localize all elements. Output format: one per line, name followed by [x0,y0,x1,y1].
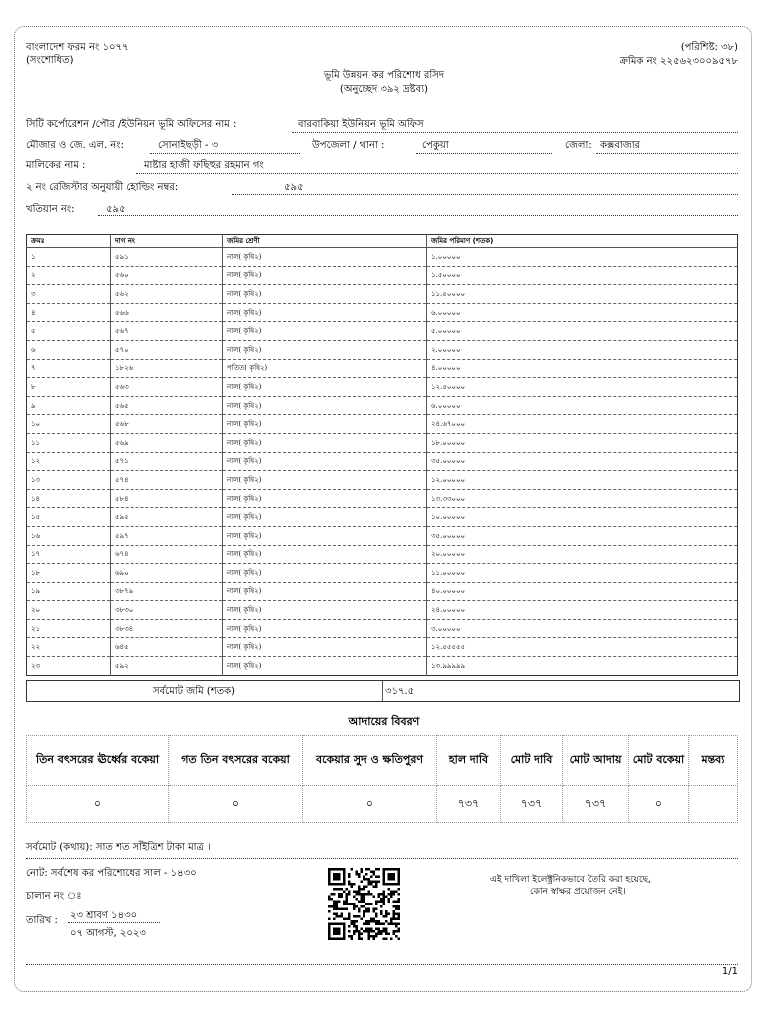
table-row [27,452,738,471]
col-interest: বকেয়ার সুদ ও ক্ষতিপুরণ [303,736,437,786]
row-land-amount: ২.০০০০০ [427,340,738,359]
col-dag: দাগ নং [111,235,223,248]
row-dag: ৩৮৭৯ [111,582,223,601]
row-land-amount: ১৮.০০০০০ [427,433,738,452]
row-dag: ৫৮৪ [111,489,223,508]
row-land-class: নাল( কৃষি২) [223,396,427,415]
row-land-class: নাল( কৃষি২) [223,657,427,676]
total-land-value: ৩১৭.৫ [385,686,415,697]
table-row [27,508,738,527]
date-underline [68,922,160,923]
total-in-words: সর্বমোট (কথায়): সাত শত সাঁইত্রিশ টাকা মাত্র । [26,842,211,853]
table-row [27,322,738,341]
date-bangla: ২৩ শ্রাবণ ১৪৩০ [70,910,138,921]
receipt-subtitle: (অনুচ্ছেদ ৩৯২ দ্রষ্টব্য) [339,84,429,95]
col-total-demand: মোট দাবি [501,736,563,786]
table-row [27,415,738,434]
row-dag: ৬৯০ [111,564,223,583]
row-land-amount: ১২.৫০০০০ [427,378,738,397]
row-dag: ৫৭১ [111,452,223,471]
row-land-amount: ৪০.০০০০০ [427,582,738,601]
upazila-label: উপজেলা / থানা : [312,140,385,151]
row-land-amount: ১০.০০০০০ [427,508,738,527]
row-land-class: নাল( কৃষি২) [223,619,427,638]
page-number: 1/1 [721,966,738,977]
row-land-class: নাল( কৃষি২) [223,285,427,304]
row-land-class: নাল( কৃষি২) [223,545,427,564]
land-table-header [27,235,738,248]
total-land-box [26,680,740,702]
table-row [27,601,738,620]
row-land-amount: ৫.০০০০০ [427,322,738,341]
row-dag: ৫৬৬ [111,303,223,322]
row-serial: ১ [27,248,111,267]
row-land-amount: ২০.০০০০০ [427,545,738,564]
value-remarks [689,786,738,823]
row-dag: ৫৬৮ [111,415,223,434]
row-land-class: নাল( কৃষি২) [223,415,427,434]
row-serial: ২ [27,266,111,285]
row-land-amount: ১১.০০০০০ [427,564,738,583]
khatian-underline [98,215,738,216]
row-serial: ৮ [27,378,111,397]
row-land-class: নাল( কৃষি২) [223,340,427,359]
challan-number: চালান নং ঃ [26,891,82,902]
row-land-class: নাল( কৃষি২) [223,378,427,397]
row-land-amount: ৩৫.০০০০০ [427,452,738,471]
table-row [27,638,738,657]
row-serial: ৭ [27,359,111,378]
collection-header-row [27,736,738,786]
row-dag: ৫৯১ [111,248,223,267]
mouza-underline [150,153,300,154]
collection-title: আদায়ের বিবরণ [348,715,420,728]
col-remarks: মন্তব্য [689,736,738,786]
row-dag: ৫৭০ [111,340,223,359]
row-serial: ৪ [27,303,111,322]
row-serial: ৩ [27,285,111,304]
table-row [27,396,738,415]
office-underline [292,132,738,133]
words-underline [26,858,738,859]
row-land-class: নাল( কৃষি২) [223,489,427,508]
table-row [27,564,738,583]
row-land-class: নাল( কৃষি২) [223,452,427,471]
row-land-class: নাল( কৃষি২) [223,322,427,341]
row-land-amount: ১১.৫০০০০ [427,285,738,304]
row-dag: ৫৬৭ [111,322,223,341]
table-row [27,378,738,397]
row-land-class: নাল( কৃষি২) [223,471,427,490]
row-dag: ৫৯৫ [111,508,223,527]
row-land-amount: ৩.০০০০০ [427,619,738,638]
col-over-three-years: তিন বৎসরের ঊর্ধ্বের বকেয়া [27,736,169,786]
table-row [27,359,738,378]
row-land-amount: ১.০০০০০ [427,248,738,267]
row-land-amount: ৩৫.০০০০০ [427,526,738,545]
holding-label: ২ নং রেজিস্টার অনুযায়ী হোল্ডিং নম্বর: [26,182,179,193]
row-dag: ৫৬২ [111,285,223,304]
row-dag: ৬৭৪ [111,545,223,564]
col-land-class: জমির শ্রেণী [223,235,427,248]
row-land-class: নাল( কৃষি২) [223,266,427,285]
value-total-due: ০ [629,786,689,823]
row-dag: ৫৬৯ [111,433,223,452]
col-serial: ক্রমঃ [27,235,111,248]
table-row [27,582,738,601]
collection-values-row [27,786,738,823]
owner-value: মাষ্টার হাজী ফছিহুর রহমান গং [144,160,264,171]
row-dag: ৫৭৪ [111,471,223,490]
row-land-amount: ২৪.০০০০০ [427,601,738,620]
row-land-amount: ৬.০০০০০ [427,303,738,322]
electronic-note-1: এই দাখিলা ইলেক্ট্রনিকভাবে তৈরি করা হয়েছে, [490,875,651,885]
row-serial: ৫ [27,322,111,341]
row-serial: ২২ [27,638,111,657]
col-land-amount: জমির পরিমাণ (শতক) [427,235,738,248]
col-total-collected: মোট আদায় [563,736,629,786]
upazila-value: পেকুয়া [422,140,449,151]
row-dag: ৫৯৭ [111,526,223,545]
row-land-class: নাল( কৃষি২) [223,601,427,620]
date-english: ০৭ আগস্ট, ২০২৩ [70,928,146,939]
row-serial: ২৩ [27,657,111,676]
holding-value: ৫৯৫ [284,182,304,193]
table-row [27,526,738,545]
land-table [26,234,738,676]
table-row [27,545,738,564]
row-land-amount: ২৪.৬৭০০০ [427,415,738,434]
table-row [27,489,738,508]
row-serial: ৬ [27,340,111,359]
row-land-class: নাল( কৃষি২) [223,433,427,452]
receipt-title: ভূমি উন্নয়ন কর পরিশোধ রসিদ [323,70,445,81]
row-land-amount: ১৩.৯৯৯৯৯ [427,657,738,676]
row-dag: ৩৮৩৪ [111,619,223,638]
row-serial: ১৬ [27,526,111,545]
row-serial: ৯ [27,396,111,415]
table-row [27,619,738,638]
row-land-amount: ১.৫০০০০ [427,266,738,285]
owner-underline [136,173,738,174]
table-row [27,303,738,322]
district-underline [596,153,738,154]
row-land-class: নাল( কৃষি২) [223,303,427,322]
row-land-amount: ৪.০০০০০ [427,359,738,378]
row-land-class: পতিত( কৃষি২) [223,359,427,378]
table-row [27,266,738,285]
col-current-demand: হাল দাবি [437,736,501,786]
appendix-label: (পরিশিষ্ট: ৩৮) [680,42,738,53]
row-serial: ১০ [27,415,111,434]
value-total-collected: ৭৩৭ [563,786,629,823]
row-dag: ৫৬৫ [111,396,223,415]
row-land-amount: ১২.০০০০০ [427,471,738,490]
date-label: তারিখ : [26,915,58,926]
col-total-due: মোট বকেয়া [629,736,689,786]
holding-underline [232,194,738,195]
row-dag: ৬৪৫ [111,638,223,657]
total-land-label: সর্বমোট জমি (শতক) [153,686,236,697]
table-row [27,433,738,452]
electronic-note-2: কোন স্বাক্ষর প্রয়োজন নেই। [530,887,626,897]
office-label: সিটি কর্পোরেশন /পৌর /ইউনিয়ন ভূমি অফিসের নাম : [26,119,237,130]
value-current-demand: ৭৩৭ [437,786,501,823]
upazila-underline [416,153,552,154]
mouza-label: মৌজার ও জে. এল. নং: [26,140,124,151]
row-land-class: নাল( কৃষি২) [223,508,427,527]
row-land-class: নাল( কৃষি২) [223,526,427,545]
row-dag: ৫৯২ [111,657,223,676]
table-row [27,285,738,304]
row-serial: ২০ [27,601,111,620]
office-value: বারবাকিয়া ইউনিয়ন ভূমি অফিস [298,119,424,130]
value-over-three-years: ০ [27,786,169,823]
value-total-demand: ৭৩৭ [501,786,563,823]
bottom-divider [26,964,738,965]
table-row [27,340,738,359]
table-row [27,248,738,267]
last-payment-note: নোট: সর্বশেষ কর পরিশোধের সাল - ১৪৩০ [26,868,197,879]
row-land-amount: ১৩.৩৩০০০ [427,489,738,508]
row-dag: ৫৬০ [111,266,223,285]
table-row [27,471,738,490]
row-serial: ১২ [27,452,111,471]
row-serial: ১৩ [27,471,111,490]
row-land-class: নাল( কৃষি২) [223,564,427,583]
row-serial: ১৭ [27,545,111,564]
row-serial: ২১ [27,619,111,638]
row-dag: ১৮২৬ [111,359,223,378]
revised-label: (সংশোধিত) [26,55,74,66]
col-last-three-years: গত তিন বৎসরের বকেয়া [169,736,303,786]
row-land-class: নাল( কৃষি২) [223,638,427,657]
form-number: বাংলাদেশ ফরম নং ১০৭৭ [26,42,129,53]
table-row [27,657,738,676]
value-interest: ০ [303,786,437,823]
serial-number: ক্রমিক নং ২২৫৬২৩০০৯৫৭৮ [619,56,738,67]
qr-code [328,868,400,940]
mouza-value: সোনাইছড়ী - ৩ [158,140,219,151]
row-serial: ১৯ [27,582,111,601]
row-land-amount: ১২.৫৫৫৫৫ [427,638,738,657]
row-land-class: নাল( কৃষি২) [223,582,427,601]
collection-table [26,735,738,823]
value-last-three-years: ০ [169,786,303,823]
district-label: জেলা: [565,140,592,151]
row-land-amount: ৬.০০০০০ [427,396,738,415]
row-serial: ১১ [27,433,111,452]
khatian-label: খতিয়ান নং: [26,204,75,215]
row-serial: ১৪ [27,489,111,508]
row-dag: ৫৬৩ [111,378,223,397]
district-value: কক্সবাজার [600,140,641,151]
khatian-value: ৫৯৫ [106,204,126,215]
row-serial: ১৮ [27,564,111,583]
row-land-class: নাল( কৃষি২) [223,248,427,267]
row-serial: ১৫ [27,508,111,527]
owner-label: মালিকের নাম : [26,160,86,171]
row-dag: ৩৮৩০ [111,601,223,620]
